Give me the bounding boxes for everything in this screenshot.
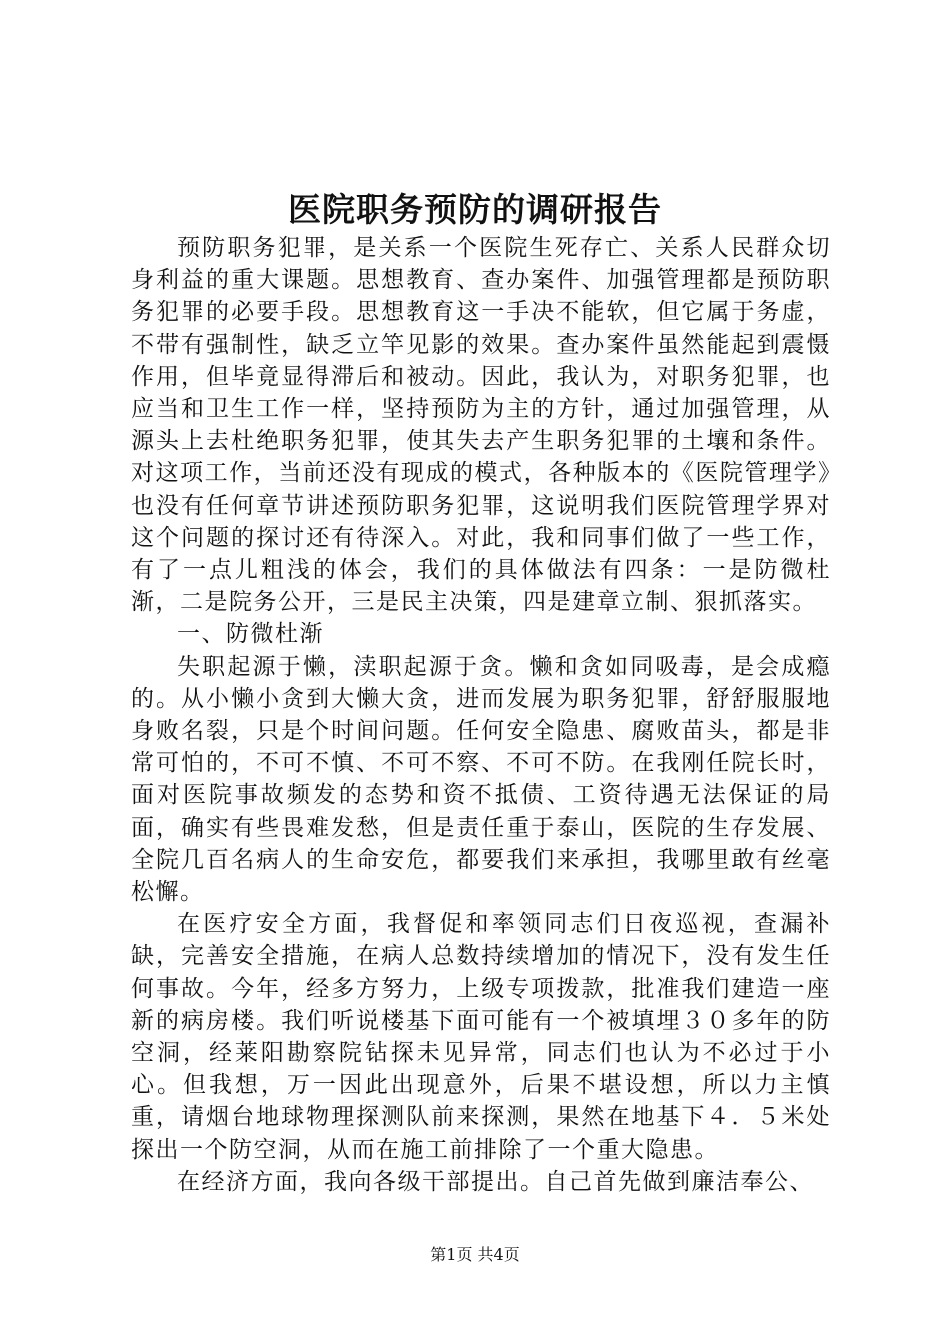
- paragraph-economy: 在经济方面，我向各级干部提出。自己首先做到廉洁奉公、: [177, 1168, 814, 1195]
- paragraph-intro: 预防职务犯罪，是关系一个医院生死存亡、关系人民群众切身利益的重大课题。思想教育、查办案件、加强管理都是预防职务犯罪的必要手段。思想教育这一手决不能软，但它属于务虚，不带有强制性，缺乏立竿见影的效果。查办案件虽然能起到震慑作用，但毕竟显得滞后和被动。因此，我认为，对职务犯罪，也应当和卫生工作一样，坚持预防为主的方针，通过加强管理，从源头上去杜绝职务犯罪，使其失去产生职务犯罪的土壤和条件。对这项工作，当前还没有现成的模式，各种版本的《医院管理学》也没有任何章节讲述预防职务犯罪，这说明我们医院管理学界对这个问题的探讨还有待深入。对此，我和同事们做了一些工作，有了一点儿粗浅的体会，我们的具体做法有四条：一是防微杜渐，二是院务公开，三是民主决策，四是建章立制、狠抓落实。: [131, 235, 831, 616]
- paragraph-medical-safety: 在医疗安全方面，我督促和率领同志们日夜巡视，查漏补缺，完善安全措施，在病人总数持续增加的情况下，没有发生任何事故。今年，经多方努力，上级专项拨款，批准我们建造一座新的病房楼。我们听说楼基下面可能有一个被填埋３０多年的防空洞，经莱阳勘察院钻探未见异常，同志们也认为不必过于小心。但我想，万一因此出现意外，后果不堪设想，所以力主慎重，请烟台地球物理探测队前来探测，果然在地基下４．５米处探出一个防空洞，从而在施工前排除了一个重大隐患。: [131, 911, 831, 1163]
- paragraph-section-1: 失职起源于懒，渎职起源于贪。懒和贪如同吸毒，是会成瘾的。从小懒小贪到大懒大贪，进而发展为职务犯罪，舒舒服服地身败名裂，只是个时间问题。任何安全隐患、腐败苗头，都是非常可怕的，不可不慎、不可不察、不可不防。在我刚任院长时，面对医院事故频发的态势和资不抵债、工资待遇无法保证的局面，确实有些畏难发愁，但是责任重于泰山，医院的生存发展、全院几百名病人的生命安危，都要我们来承担，我哪里敢有丝毫松懈。: [131, 653, 831, 906]
- document-body: [131, 232, 831, 1198]
- section-heading-1: 一、防微杜渐: [177, 621, 324, 648]
- document-title: 医院职务预防的调研报告: [288, 190, 662, 229]
- page-footer: 第1页 共4页: [430, 1245, 520, 1264]
